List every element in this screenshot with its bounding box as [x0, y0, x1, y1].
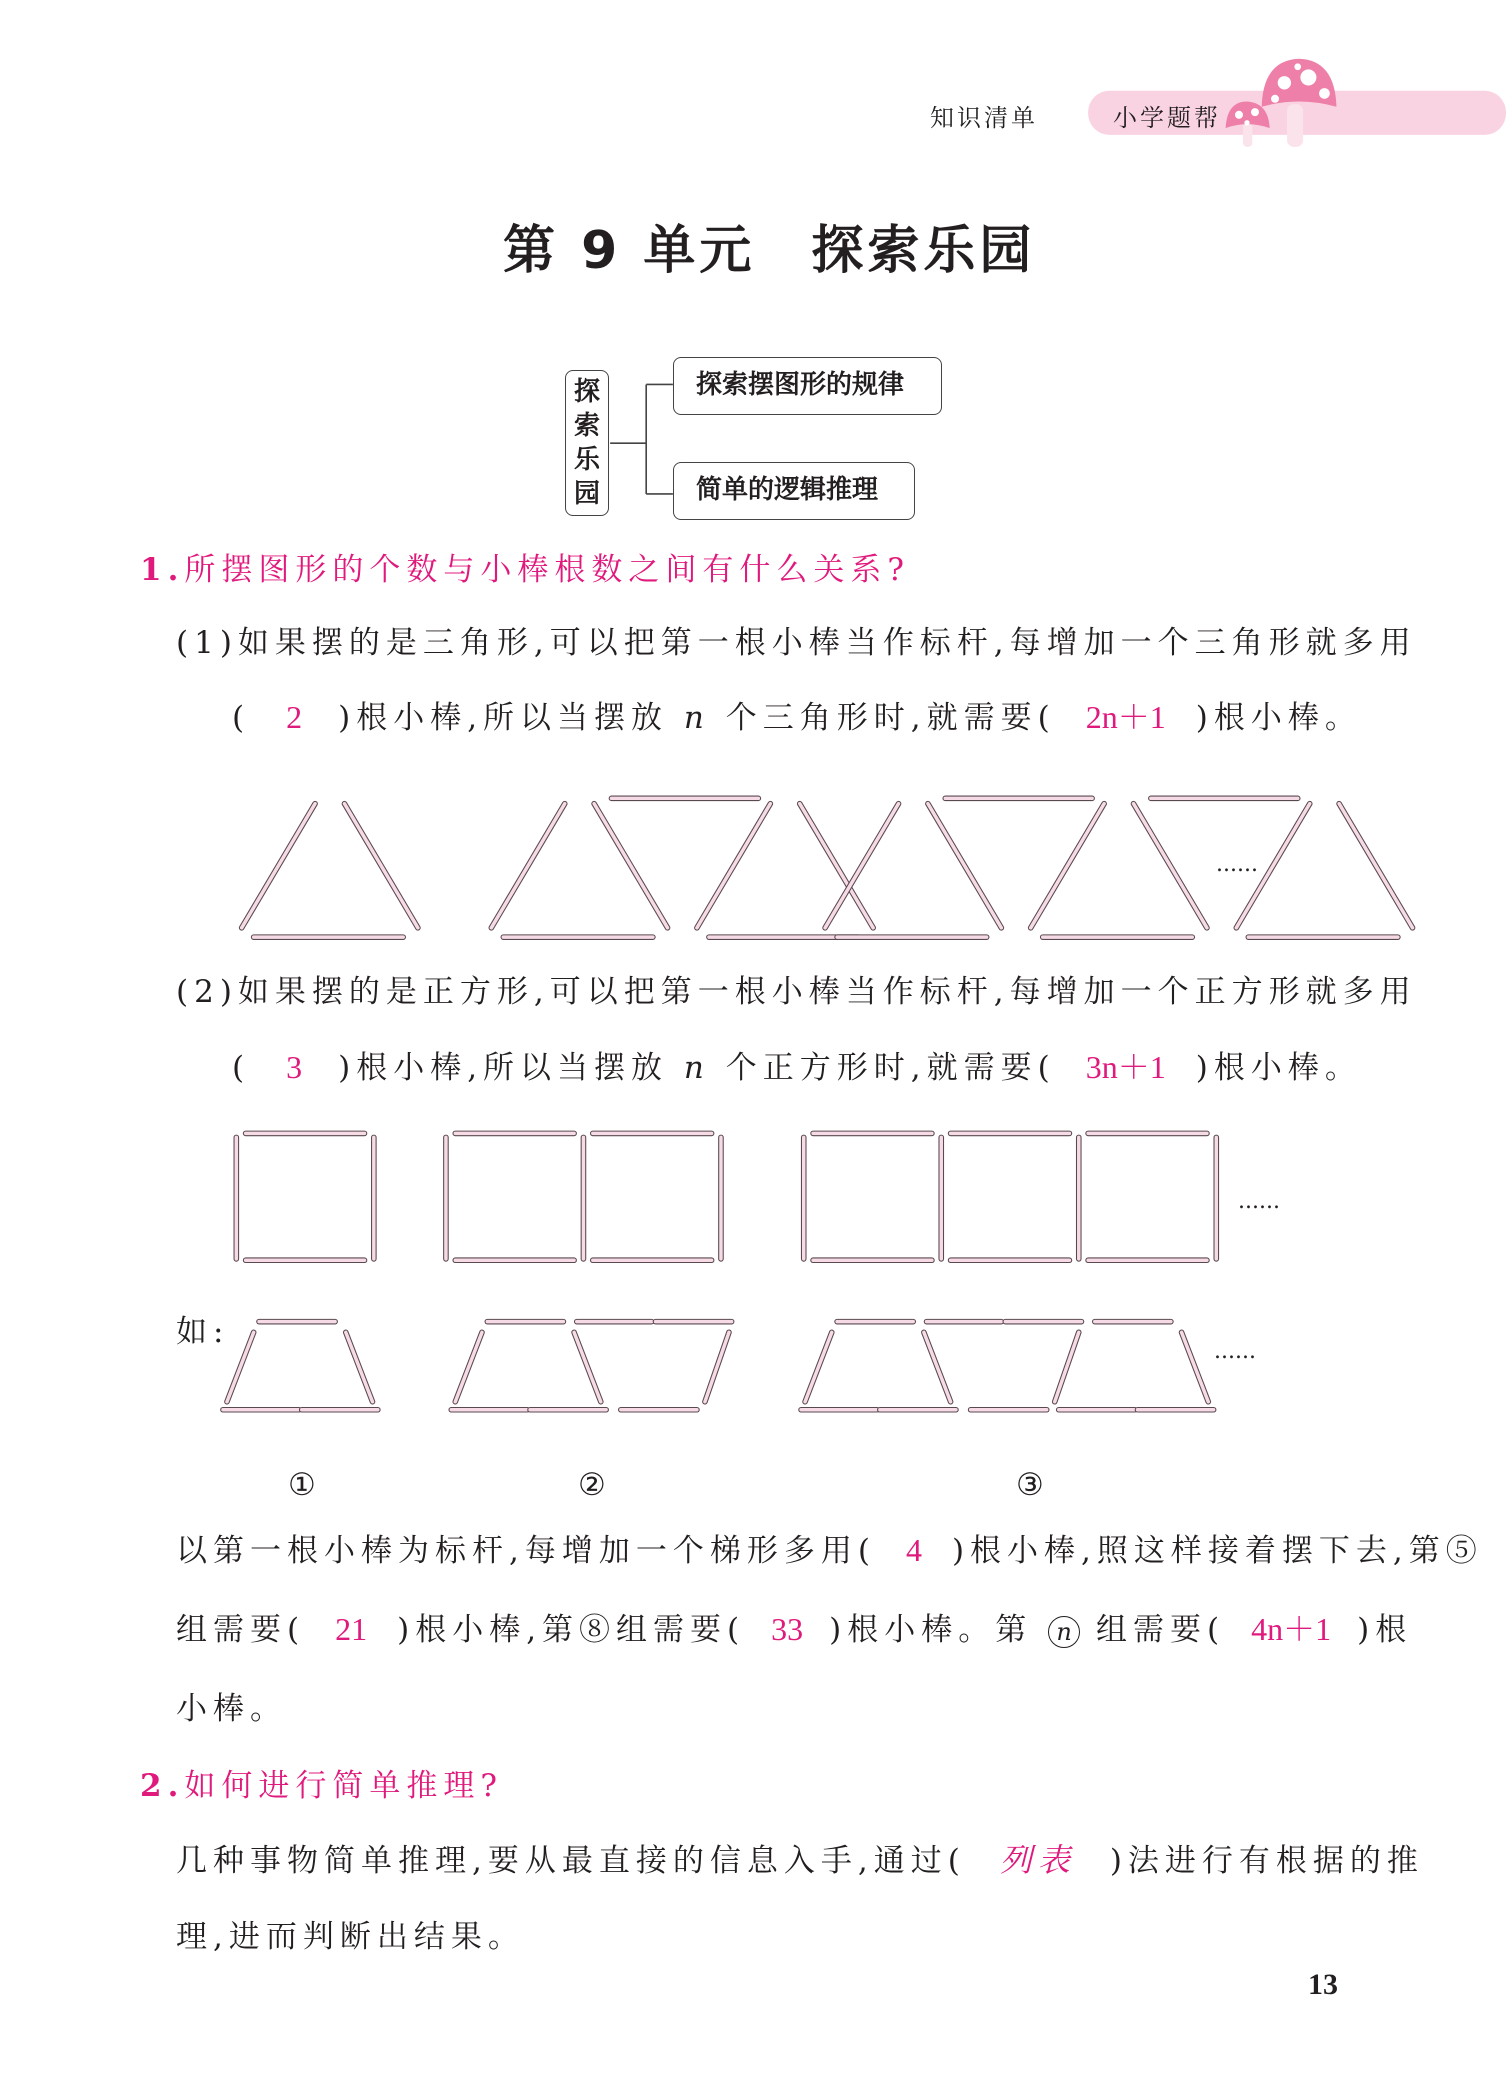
stick	[227, 1332, 254, 1401]
mindmap-connectors	[610, 384, 673, 493]
q2-line2: 理,进而判断出结果。	[176, 1919, 525, 1955]
unit-name: 探索乐园	[811, 221, 1036, 281]
answer-blank: 3n＋1	[1085, 1049, 1166, 1085]
stick	[344, 804, 417, 928]
stick	[1031, 804, 1104, 928]
answer-blank: 33	[771, 1611, 804, 1647]
stick	[242, 804, 315, 928]
ellipsis: ......	[1214, 1339, 1256, 1364]
page-number: 13	[1308, 1968, 1338, 2001]
ellipsis: ......	[1238, 1189, 1280, 1214]
stick	[491, 804, 564, 928]
stick	[574, 1332, 601, 1401]
trapezoid-line3: 小棒。	[176, 1691, 287, 1727]
mindmap-branch-reasoning: 简单的逻辑推理	[673, 462, 915, 520]
stick	[705, 1332, 729, 1401]
figure-label-3: ③	[1016, 1467, 1050, 1503]
unit-number: 第 9 单元	[503, 221, 756, 281]
brand-label: 小学题帮	[1113, 104, 1221, 132]
stick	[697, 804, 770, 928]
question-2	[140, 1766, 503, 1806]
answer-blank: 21	[335, 1611, 368, 1647]
circled-n: n	[1048, 1616, 1080, 1648]
trapezoid-line1: 以第一根小棒为标杆,每增加一个梯形多用( 4 )根小棒,照这样接着摆下去,第⑤	[176, 1532, 1483, 1569]
mindmap-root: 探索乐园	[565, 370, 609, 516]
stick	[1055, 1332, 1079, 1401]
stick	[346, 1332, 373, 1401]
q2-line1: 几种事物简单推理,要从最直接的信息入手,通过( 列表 )法进行有根据的推	[176, 1842, 1424, 1879]
ellipsis: ......	[1216, 852, 1258, 877]
answer-blank: 3	[286, 1049, 303, 1085]
stick	[455, 1332, 482, 1401]
part2-line2: ( 3 )根小棒,所以当摆放 n 个正方形时,就需要( 3n＋1 )根小棒。	[232, 1049, 1362, 1086]
part2-line1: (2)如果摆的是正方形,可以把第一根小棒当作标杆,每增加一个正方形就多用	[176, 974, 1417, 1010]
answer-blank: 4n＋1	[1251, 1611, 1332, 1647]
part1-line1: (1)如果摆的是三角形,可以把第一根小棒当作标杆,每增加一个三角形就多用	[176, 625, 1417, 661]
stick	[928, 804, 1001, 928]
part1-line2: ( 2 )根小棒,所以当摆放 n 个三角形时,就需要( 2n＋1 )根小棒。	[232, 699, 1362, 736]
question-number: 1.	[140, 552, 185, 588]
answer-blank: 列表	[999, 1842, 1076, 1878]
answer-blank: 2	[286, 699, 303, 735]
question-text: 所摆图形的个数与小棒根数之间有什么关系?	[184, 552, 910, 588]
figure-label-1: ①	[288, 1467, 322, 1503]
trapezoid-line2: 组需要( 21 )根小棒,第⑧组需要( 33 )根小棒。第 n 组需要( 4n＋1 )根	[176, 1611, 1413, 1648]
stick	[1339, 804, 1412, 928]
section-label: 知识清单	[930, 104, 1038, 132]
stick	[805, 1332, 832, 1401]
stick	[594, 804, 667, 928]
stick	[1182, 1332, 1209, 1401]
answer-blank: 2n＋1	[1085, 699, 1166, 735]
figure-label-2: ②	[578, 1467, 612, 1503]
question-number: 2.	[140, 1768, 185, 1804]
page-title	[503, 208, 1035, 283]
question-1	[140, 550, 910, 590]
stick	[924, 1332, 951, 1401]
question-text: 如何进行简单推理?	[184, 1768, 503, 1804]
mindmap-branch-patterns: 探索摆图形的规律	[673, 357, 942, 415]
answer-blank: 4	[905, 1532, 922, 1568]
stick	[1134, 804, 1207, 928]
example-label: 如:	[176, 1314, 230, 1350]
